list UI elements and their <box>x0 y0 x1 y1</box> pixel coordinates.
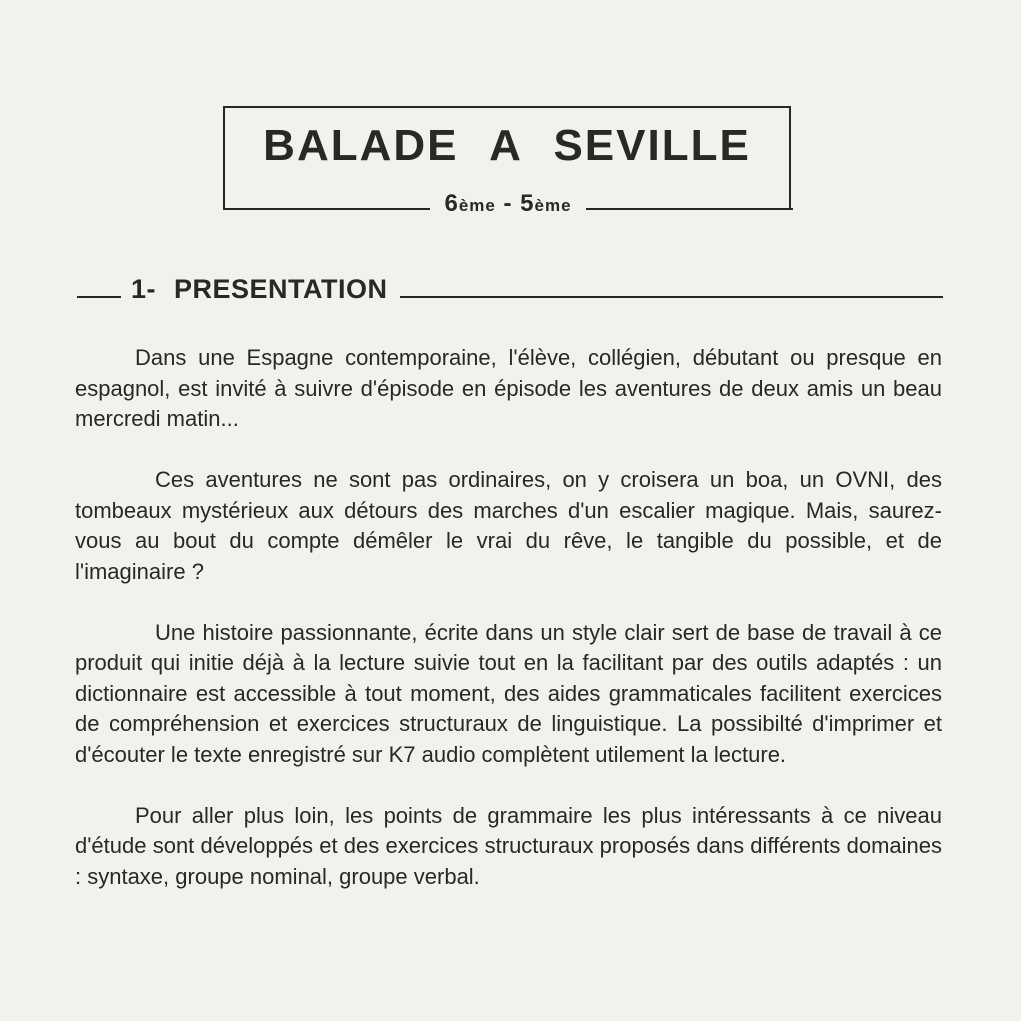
subtitle-right-rule <box>586 208 793 210</box>
level-subtitle <box>430 192 585 216</box>
section-title: PRESENTATION <box>174 274 388 304</box>
section-heading-row <box>77 276 943 303</box>
paragraph-story: Une histoire passionnante, écrite dans un style clair sert de base de travail à ce produit qui initie déjà à la lecture suivie tout en la facilitant par des outils adaptés : un dictionnaire est accessible à tout moment, des aides grammaticales facilitent exercices de compréhension et exercices structuraux de linguistique. La possibilté d'imprimer et d'écouter le texte enregistré sur K7 audio complètent utilement la lecture. <box>75 619 942 767</box>
section-number: 1- <box>131 274 157 304</box>
section-heading <box>121 276 388 303</box>
subtitle-left-rule <box>223 208 430 210</box>
paragraph-adventures: Ces aventures ne sont pas ordinaires, on y croisera un boa, un OVNI, des tombeaux mystérieux aux détours des marches d'un escalier magique. Mais, saurez-vous au bout du compte démêler le vrai du rêve, le tangible du possible, et de l'imaginaire ? <box>75 467 942 584</box>
paragraph-intro: Dans une Espagne contemporaine, l'élève, collégien, débutant ou presque en espagnol, est invité à suivre d'épisode en épisode les aventures de deux amis un beau mercredi matin... <box>75 345 942 431</box>
document-title: BALADE A SEVILLE <box>263 121 751 170</box>
level-part-1: 6 <box>444 190 459 217</box>
section-tail-rule <box>400 296 943 298</box>
level-suffix-2: ème <box>534 196 572 215</box>
level-suffix-1: ème <box>458 196 496 215</box>
paragraph-grammar: Pour aller plus loin, les points de grammaire les plus intéressants à ce niveau d'étude sont développés et des exercices structuraux proposés dans différents domaines : syntaxe, groupe nominal, groupe verbal. <box>75 802 942 889</box>
level-part-2: 5 <box>520 190 535 217</box>
section-lead-rule <box>77 296 121 298</box>
body-text <box>75 343 942 923</box>
level-separator: - <box>495 190 521 217</box>
title-subtitle-row <box>223 180 793 216</box>
